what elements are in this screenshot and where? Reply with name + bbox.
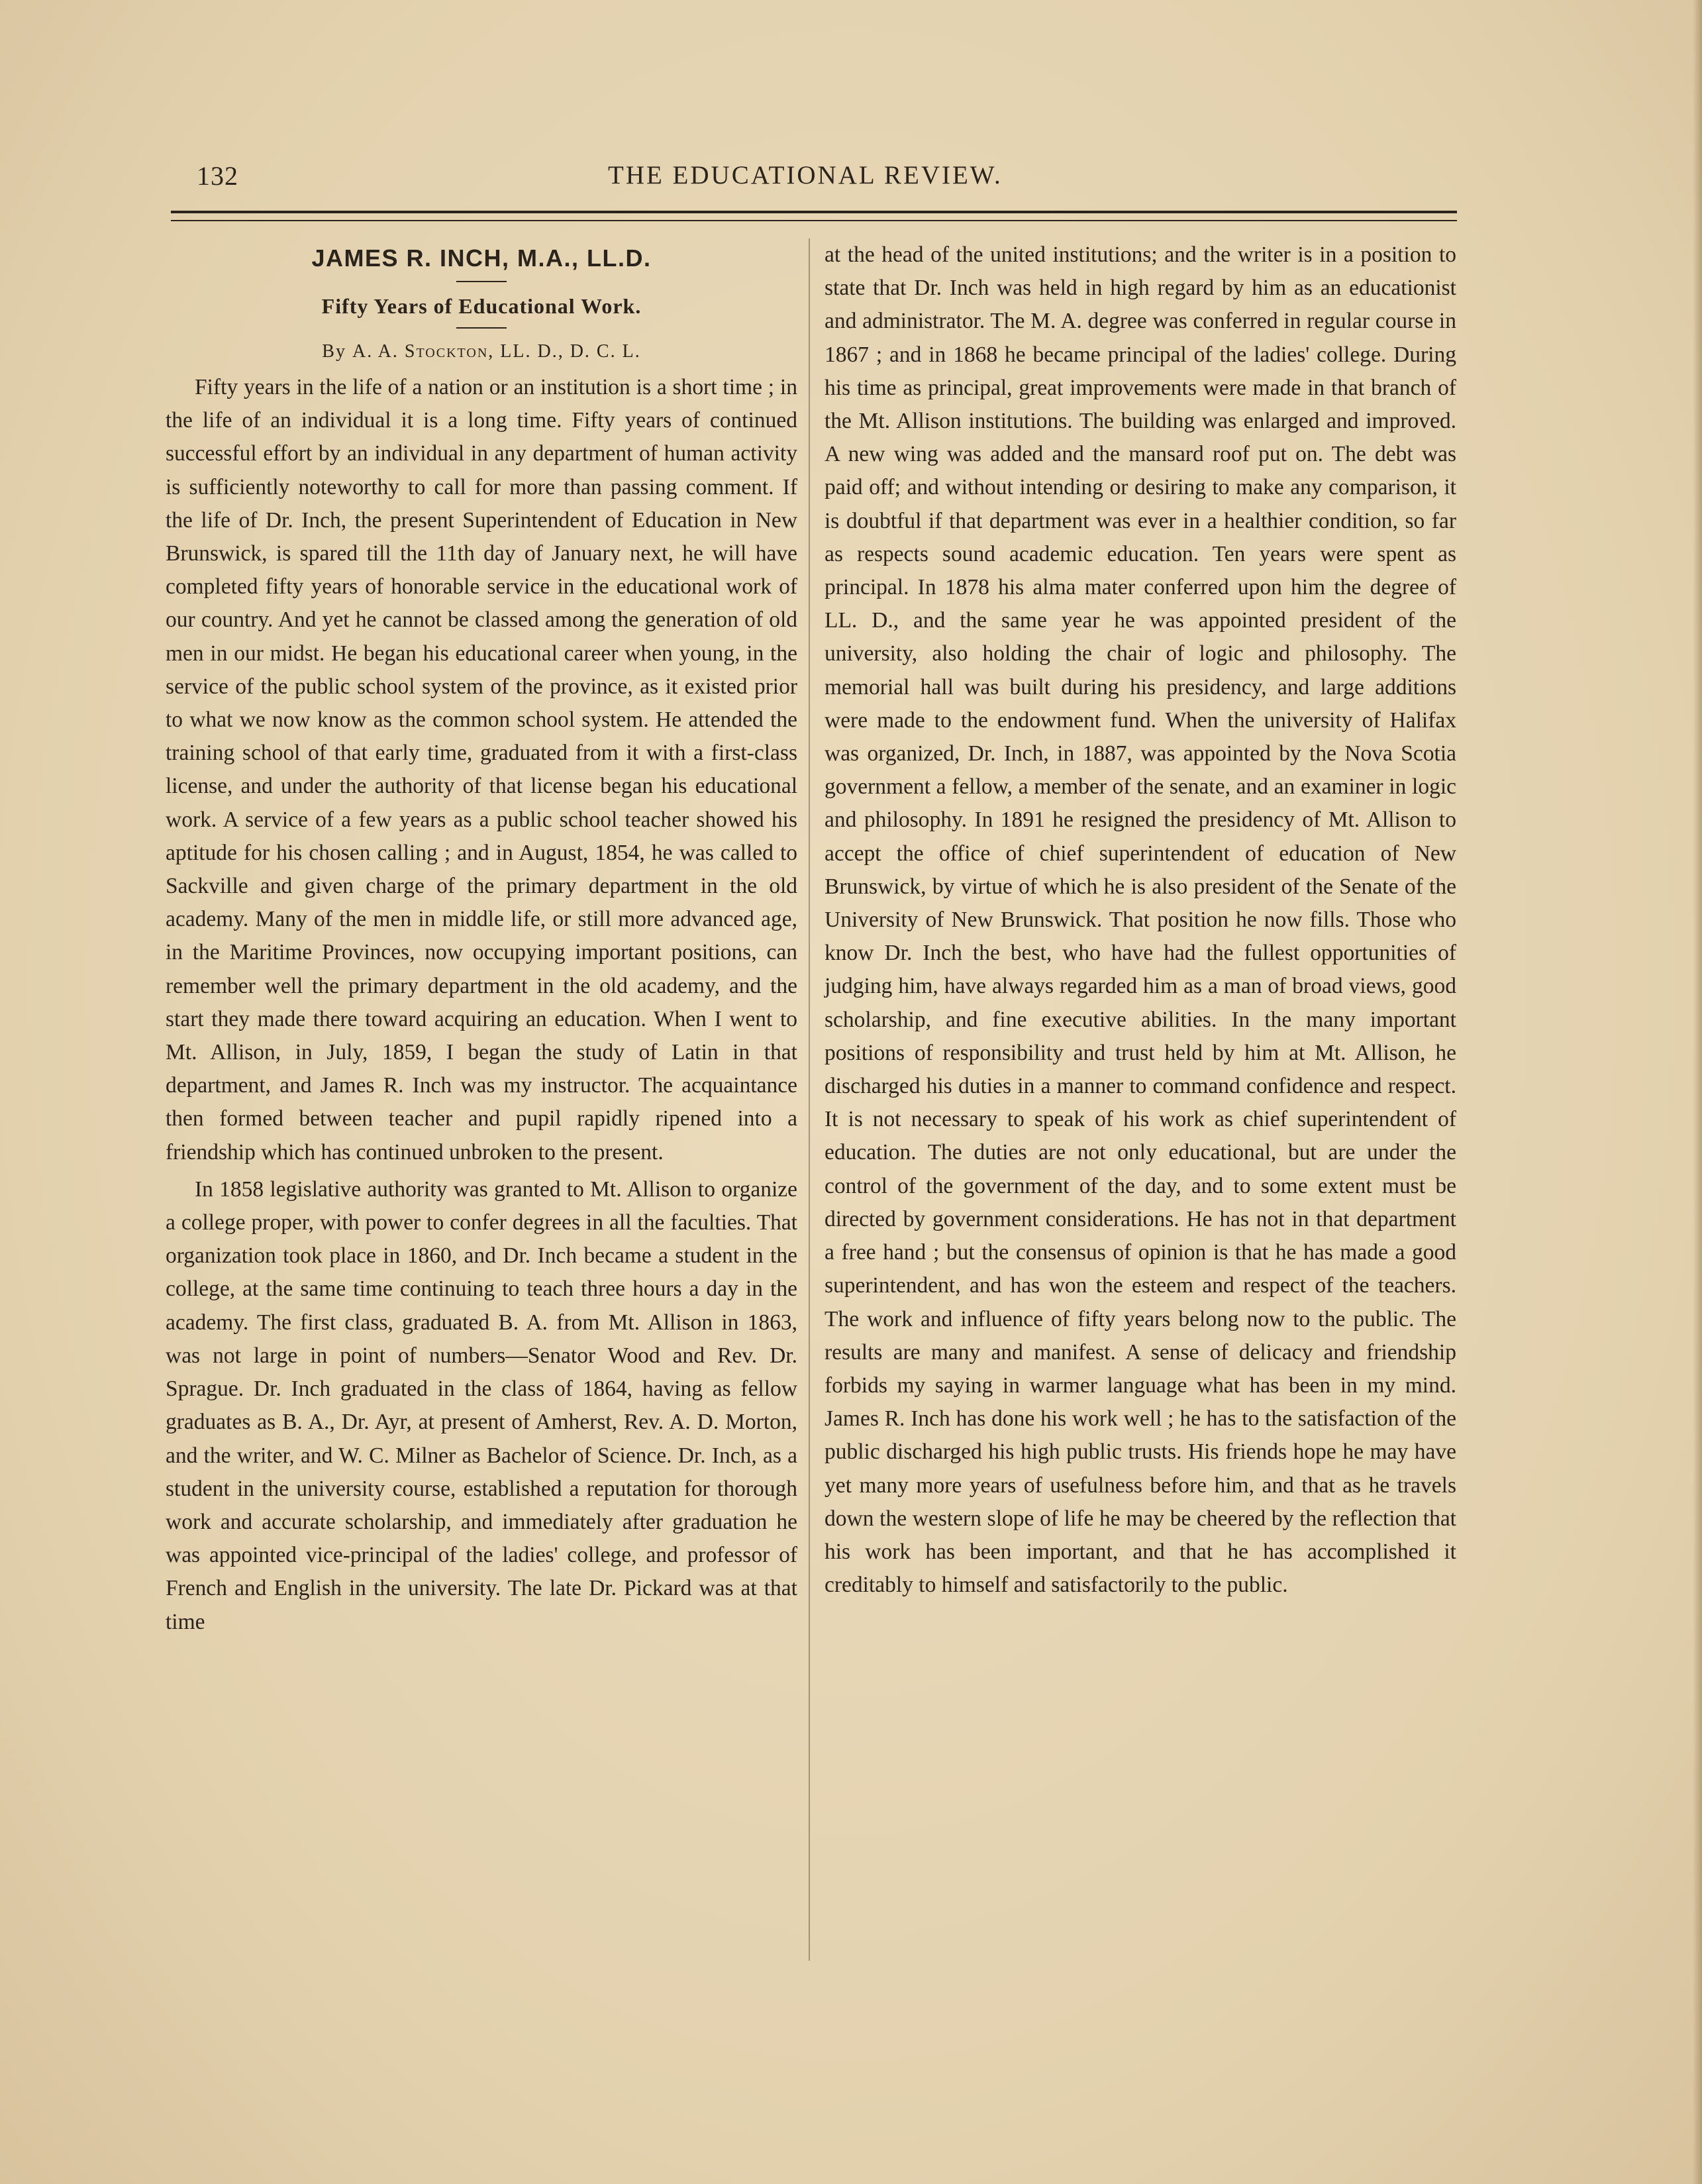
- article-title: JAMES R. INCH, M.A., LL.D.: [311, 244, 652, 272]
- byline: [166, 337, 797, 367]
- header-rule-thin: [171, 220, 1457, 221]
- byline-author: A. A. Stockton, LL. D., D. C. L.: [352, 341, 641, 362]
- left-column: [166, 238, 797, 1639]
- column-divider: [809, 238, 810, 1961]
- article-subtitle: Fifty Years of Educational Work.: [321, 294, 642, 318]
- page-edge-shadow: [1693, 0, 1702, 2184]
- page-number: 132: [197, 161, 238, 191]
- running-head: [0, 160, 1702, 200]
- subtitle-rule: [456, 327, 507, 329]
- header-rule-thick: [171, 211, 1457, 213]
- paragraph-2-continued: at the head of the united institutions; and the writer is in a position to state that Dr. Inch was held in high regard by him as an educationist and administrator. The M. A. degree was conferred in regular course in 1867 ; and in 1868 he became principal of the ladies' college. During his time as principal, great improvements were made in that branch of the Mt. Allison institutions. The building was enlarged and improved. A new wing was added and the mansard roof put on. The debt was paid off; and without intending or desiring to make any comparison, it is doubtful if that department was ever in a healthier condition, so far as respects sound academic education. Ten years were spent as principal. In 1878 his alma mater conferred upon him the degree of LL. D., and the same year he was appointed president of the university, also holding the chair of logic and philosophy. The memorial hall was built during his presidency, and large additions were made to the endowment fund. When the university of Halifax was organized, Dr. Inch, in 1887, was appointed by the Nova Scotia government a fellow, a member of the senate, and an examiner in logic and philosophy. In 1891 he resigned the presidency of Mt. Allison to accept the office of chief superintendent of education of New Brunswick, by virtue of which he is also president of the Senate of the University of New Brunswick. That position he now fills. Those who know Dr. Inch the best, who have had the fullest opportunities of judging him, have always regarded him as a man of broad views, good scholarship, and fine executive abilities. In the many important positions of responsibility and trust held by him at Mt. Allison, he discharged his duties in a manner to command confidence and respect. It is not necessary to speak of his work as chief superintendent of education. The duties are not only educational, but are under the control of the government of the day, and to some extent must be directed by government considerations. He has not in that department a free hand ; but the consensus of opinion is that he has made a good superintendent, and has won the esteem and respect of the teachers. The work and influence of fifty years belong now to the public. The results are many and manifest. A sense of delicacy and friendship forbids my saying in warmer language what has been in my mind. James R. Inch has done his work well ; he has to the satisfaction of the public discharged his high public trusts. His friends hope he may have yet many more years of usefulness before him, and that as he travels down the western slope of life he may be cheered by the reflection that his work has been important, and that he has accomplished it creditably to himself and satisfactorily to the public.: [825, 242, 1456, 1598]
- journal-title: THE EDUCATIONAL REVIEW.: [608, 161, 1003, 189]
- paragraph-1: Fifty years in the life of a nation or an institution is a short time ; in the life of an individual it is a long time. Fifty years of continued successful effort by an individual in any department of human activity is sufficiently noteworthy to call for more than passing comment. If the life of Dr. Inch, the present Superintendent of Education in New Brunswick, is spared till the 11th day of January next, he will have completed fifty years of honorable service in the educational work of our country. And yet he cannot be classed among the generation of old men in our midst. He began his educational career when young, in the service of the public school system of the province, as it existed prior to what we now know as the common school system. He attended the training school of that early time, graduated from it with a first-class license, and under the authority of that license began his educational work. A service of a few years as a public school teacher showed his aptitude for his chosen calling ; and in August, 1854, he was called to Sackville and given charge of the primary department in the old academy. Many of the men in middle life, or still more advanced age, in the Maritime Provinces, now occupying important positions, can remember well the primary department in the old academy, and the start they made there toward acquiring an education. When I went to Mt. Allison, in July, 1859, I began the study of Latin in that department, and James R. Inch was my instructor. The acquaintance then formed between teacher and pupil rapidly ripened into a friendship which has continued unbroken to the present.: [166, 375, 797, 1165]
- paragraph-2: In 1858 legislative authority was granted to Mt. Allison to organize a college proper, with power to confer degrees in all the faculties. That organization took place in 1860, and Dr. Inch became a student in the college, at the same time continuing to teach three hours a day in the academy. The first class, graduated B. A. from Mt. Allison in 1863, was not large in point of numbers—Senator Wood and Rev. Dr. Sprague. Dr. Inch graduated in the class of 1864, having as fellow graduates as B. A., Dr. Ayr, at present of Amherst, Rev. A. D. Morton, and the writer, and W. C. Milner as Bachelor of Science. Dr. Inch, as a student in the university course, established a reputation for thorough work and accurate scholarship, and immediately after graduation he was appointed vice-principal of the ladies' college, and professor of French and English in the university. The late Dr. Pickard was at that time: [166, 1176, 797, 1634]
- right-column: [825, 238, 1456, 1602]
- byline-prefix: By: [322, 341, 346, 362]
- title-rule: [456, 281, 507, 282]
